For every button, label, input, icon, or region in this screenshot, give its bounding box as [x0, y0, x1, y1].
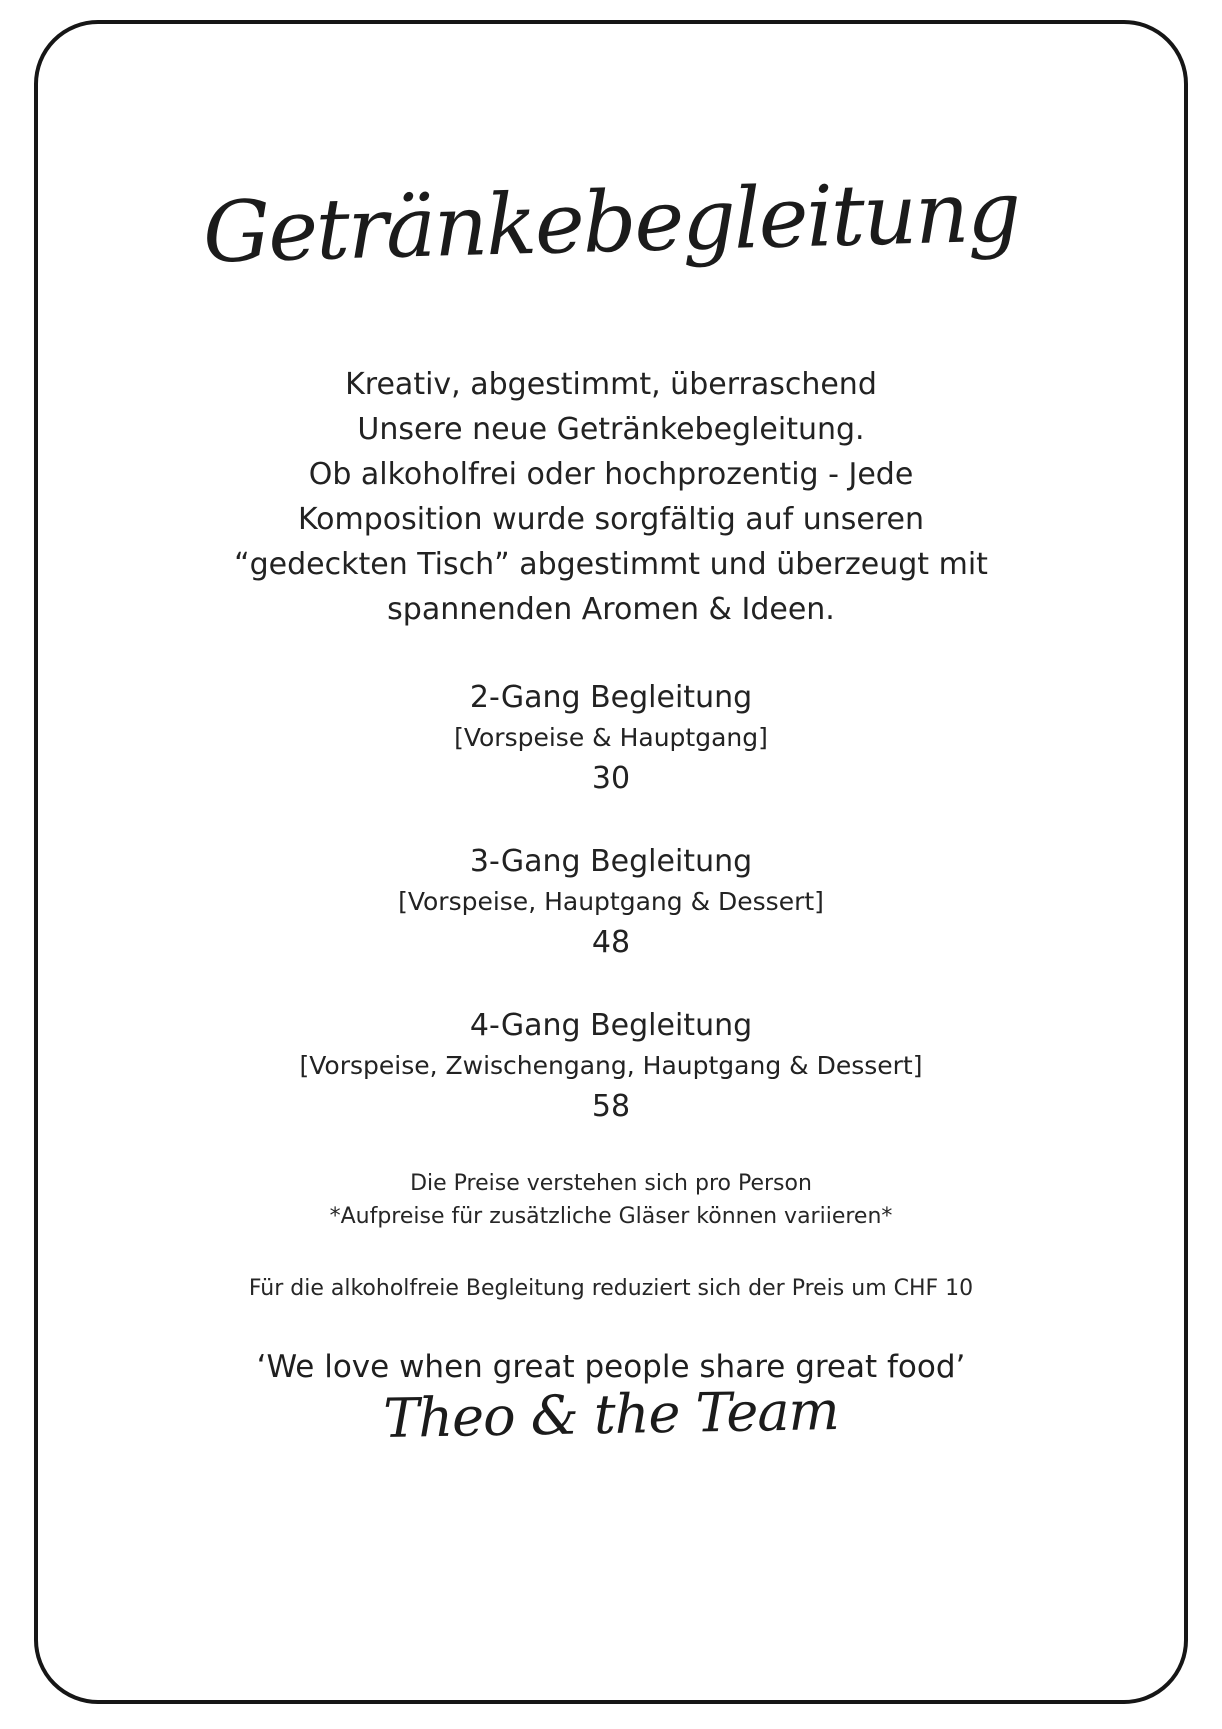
course-price: 48: [591, 925, 631, 960]
course-price: 58: [591, 1089, 631, 1124]
per-person-note: Die Preise verstehen sich pro Person: [410, 1171, 812, 1196]
intro-line: spannenden Aromen & Ideen.: [387, 592, 835, 627]
intro-line: Kreativ, abgestimmt, überraschend: [345, 367, 877, 402]
course-option: [0, 842, 1222, 964]
intro-text: [0, 362, 1222, 632]
course-name: 2-Gang Begleitung: [469, 680, 753, 715]
course-description: [Vorspeise & Hauptgang]: [454, 723, 768, 752]
intro-line: Komposition wurde sorgfältig auf unseren: [297, 502, 925, 537]
course-name: 3-Gang Begleitung: [469, 844, 753, 879]
course-description: [Vorspeise, Zwischengang, Hauptgang & Dessert]: [299, 1051, 923, 1080]
page-title: Getränkebegleitung: [201, 162, 1021, 282]
quote: ‘We love when great people share great food’: [256, 1349, 966, 1385]
intro-line: Unsere neue Getränkebegleitung.: [357, 412, 865, 447]
surcharge-note: *Aufpreise für zusätzliche Gläser können variieren*: [329, 1204, 893, 1229]
course-option: [0, 1006, 1222, 1128]
intro-line: “gedeckten Tisch” abgestimmt und überzeugt mit: [234, 547, 988, 582]
course-description: [Vorspeise, Hauptgang & Dessert]: [398, 887, 824, 916]
signature: Theo & the Team: [382, 1379, 840, 1450]
course-name: 4-Gang Begleitung: [469, 1008, 753, 1043]
course-price: 30: [591, 761, 631, 796]
intro-line: Ob alkoholfrei oder hochprozentig - Jede: [308, 457, 914, 492]
price-notes: [0, 1167, 1222, 1233]
alcohol-free-note: Für die alkoholfreie Begleitung reduziert sich der Preis um CHF 10: [248, 1276, 974, 1301]
course-option: [0, 678, 1222, 800]
